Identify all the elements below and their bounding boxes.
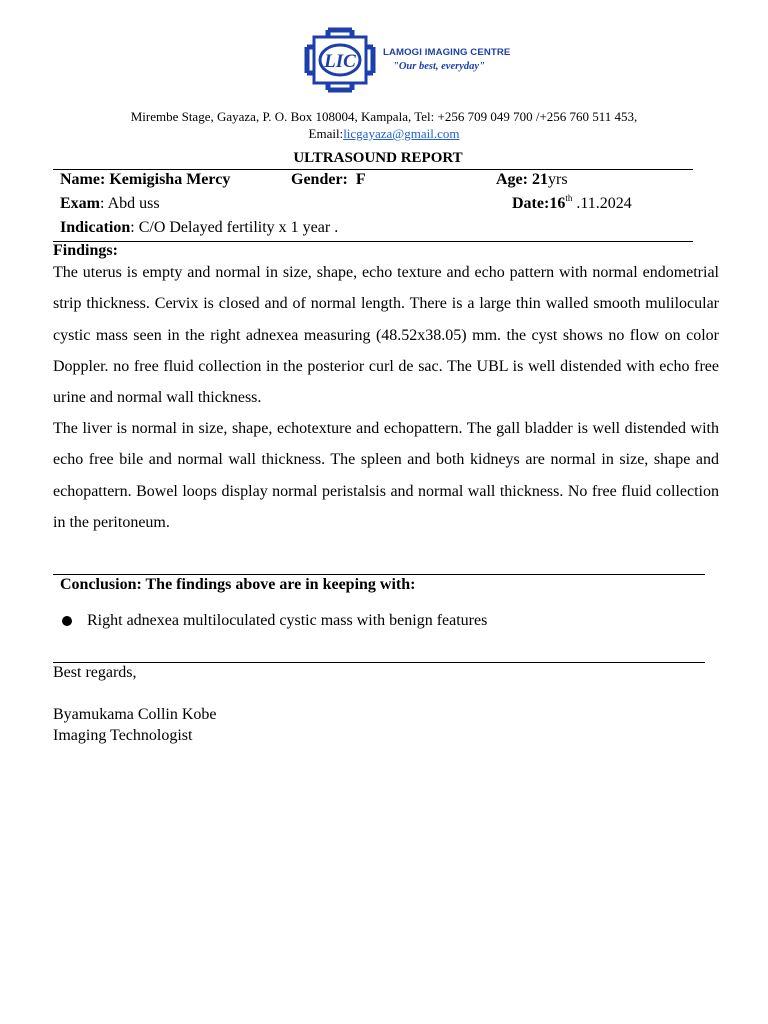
conclusion-item: Right adnexea multiloculated cystic mass with benign features: [87, 612, 488, 629]
findings-heading: Findings:: [53, 242, 118, 259]
closing-text: Best regards,: [53, 664, 137, 681]
lic-logo-icon: [304, 27, 376, 93]
findings-paragraph-pelvis: The uterus is empty and normal in size, shape, echo texture and echo pattern with normal endometrial strip thickness. Cervix is closed and of normal length. There is a large thin walled smooth mulilocular cystic mass seen in the right adnexea measuring (48.52x38.05) mm. the cyst shows no flow on color Doppler. no free fluid collection in the posterior curl de sac. The UBL is well distended with echo free urine and normal wall thickness.: [53, 264, 719, 407]
name-label: Name:: [60, 171, 106, 188]
centre-tagline: "Our best, everyday": [393, 61, 485, 72]
age-field: [496, 171, 568, 189]
header-top-divider: [53, 169, 693, 170]
conclusion-heading: Conclusion: The findings above are in keeping with:: [60, 576, 416, 593]
exam-value: : Abd uss: [100, 195, 160, 212]
name-value: Kemigisha Mercy: [109, 171, 231, 188]
gender-field: [291, 171, 366, 189]
patient-name-field: [60, 171, 230, 189]
date-field: [512, 195, 632, 213]
exam-label: Exam: [60, 195, 100, 212]
age-label: Age:: [496, 171, 528, 188]
gender-label: Gender:: [291, 171, 348, 188]
date-day: 16: [549, 195, 566, 212]
signatory-name: Byamukama Collin Kobe: [53, 706, 217, 723]
email-label: Email:: [308, 126, 344, 141]
date-rest: .11.2024: [572, 195, 632, 212]
signatory-role: Imaging Technologist: [53, 727, 193, 744]
report-title: ULTRASOUND REPORT: [293, 150, 463, 166]
exam-field: [60, 195, 160, 213]
date-suffix: th: [565, 193, 573, 203]
indication-value: : C/O Delayed fertility x 1 year .: [130, 219, 339, 236]
email-link[interactable]: licgayaza@gmail.com: [343, 126, 460, 141]
conclusion-bottom-divider: [53, 662, 705, 663]
indication-field: [60, 219, 338, 237]
age-value: 21: [531, 171, 548, 188]
centre-name: LAMOGI IMAGING CENTRE: [383, 47, 511, 58]
centre-logo: [304, 27, 511, 93]
bullet-icon: [62, 616, 72, 626]
email-line: [0, 126, 768, 142]
findings-paragraph-abdomen: The liver is normal in size, shape, echotexture and echopattern. The gall bladder is well distended with echo free bile and normal wall thickness. The spleen and both kidneys are normal in size, shape and echopattern. Bowel loops display normal peristalsis and normal wall thickness. No free fluid collection in the peritoneum.: [53, 420, 719, 531]
logo-monogram: LIC: [324, 51, 356, 72]
age-unit: yrs: [547, 171, 568, 188]
gender-value: F: [355, 171, 366, 188]
header-bottom-divider: [53, 241, 693, 242]
date-label: Date:: [512, 195, 550, 212]
address-line: Mirembe Stage, Gayaza, P. O. Box 108004, Kampala, Tel: +256 709 049 700 /+256 760 511 453,: [130, 109, 638, 124]
conclusion-top-divider: [53, 574, 705, 575]
indication-label: Indication: [60, 219, 131, 236]
